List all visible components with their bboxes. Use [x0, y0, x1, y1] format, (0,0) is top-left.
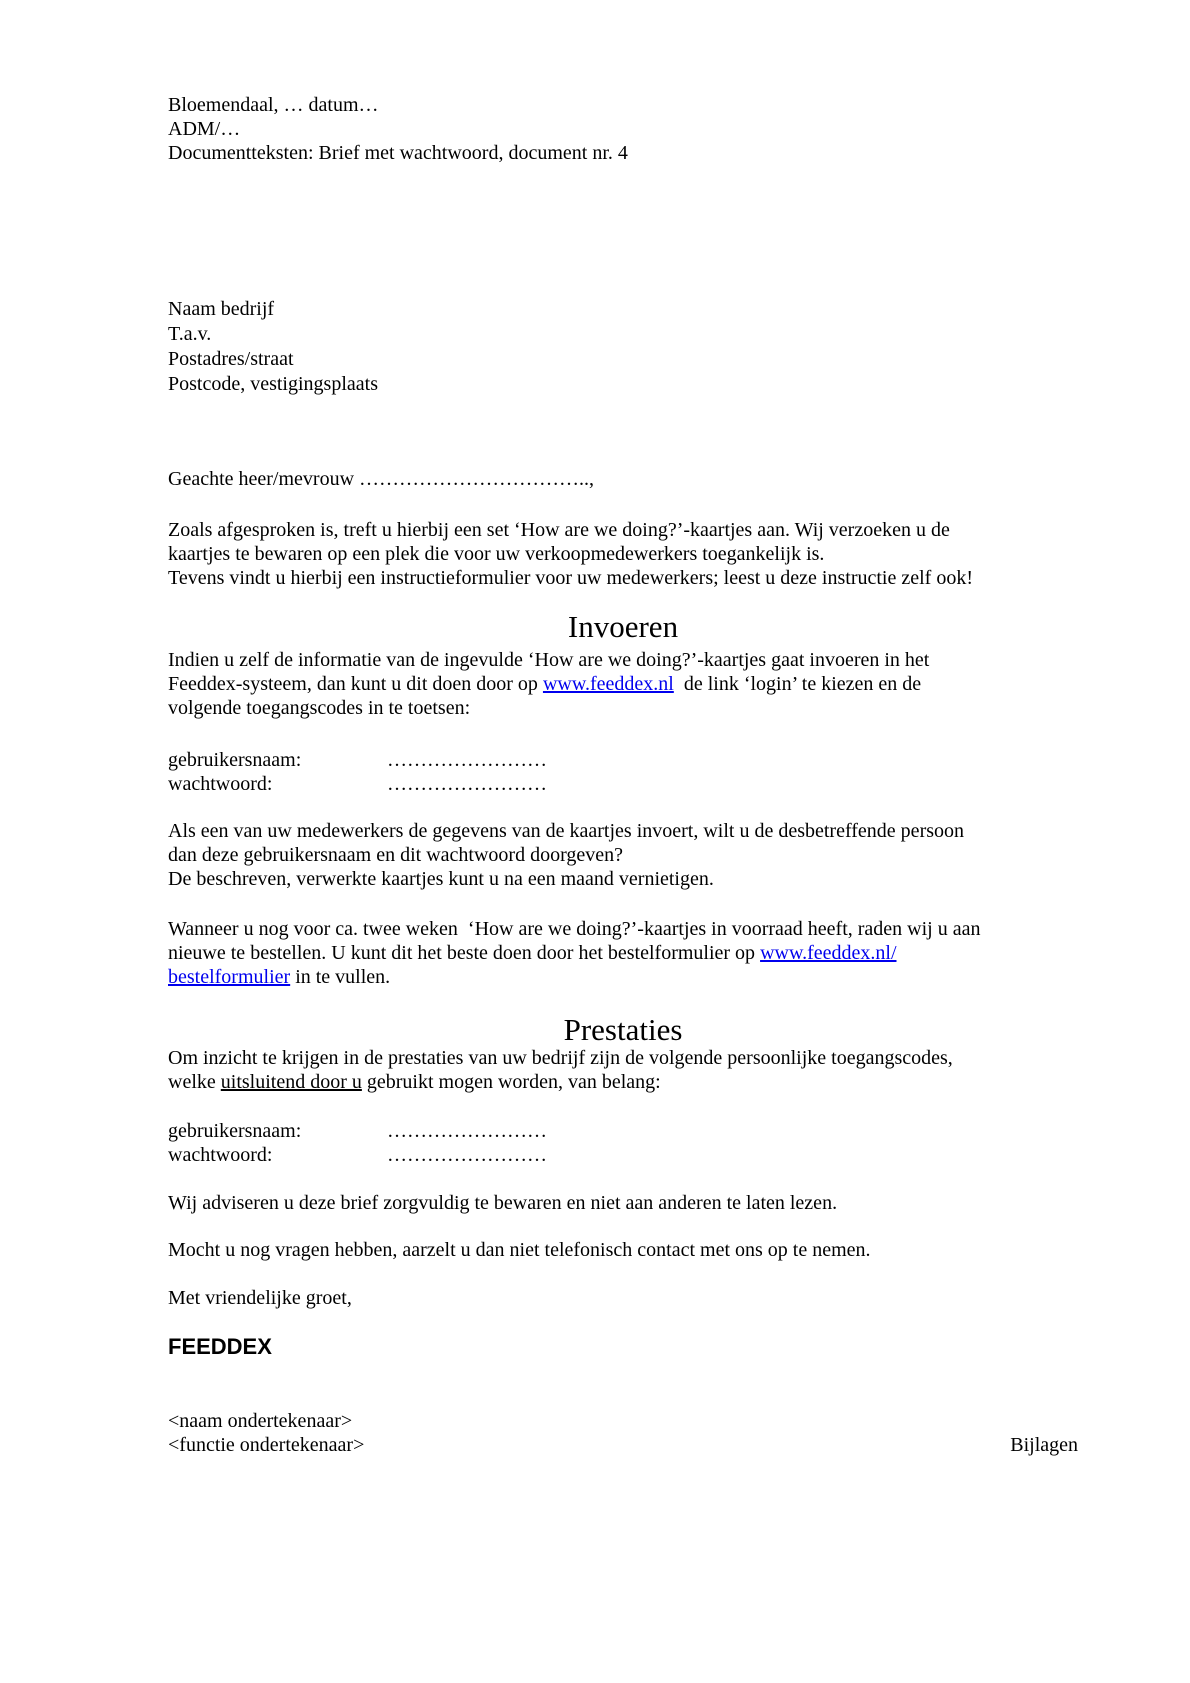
feeddex-login-link[interactable]: www.feeddex.nl: [542, 673, 674, 695]
reorder-line: [168, 965, 1078, 989]
intro-line: kaartjes te bewaren op een plek die voor uw verkoopmedewerkers toegankelijk is.: [168, 543, 825, 565]
password-row: [168, 772, 1078, 796]
prestaties-heading-block: [168, 1010, 1078, 1050]
contact-paragraph: [168, 1238, 1078, 1262]
section-heading-invoeren: Invoeren: [567, 609, 679, 644]
prestaties-paragraph: [168, 1046, 1078, 1094]
reorder-line2-text: nieuwe te bestellen. U kunt dit het beste doen door het bestelformulier op: [168, 942, 761, 964]
username-row: [168, 748, 1078, 772]
header-place-date: Bloemendaal, … datum…: [168, 94, 379, 116]
password-label: wachtwoord:: [168, 773, 273, 795]
prestaties-line: [168, 1070, 1078, 1094]
header-document-title: Documentteksten: Brief met wachtwoord, document nr. 4: [168, 142, 628, 164]
recipient-street: Postadres/straat: [168, 348, 294, 370]
username-label: gebruikersnaam:: [168, 749, 302, 771]
signer-role-placeholder: <functie ondertekenaar>: [168, 1434, 365, 1456]
invoeren-line2-text-after: de link ‘login’ te kiezen en de: [673, 673, 922, 695]
prestaties-underlined-phrase: uitsluitend door u: [220, 1071, 362, 1093]
invoeren-line: [168, 672, 1078, 696]
signer-name-placeholder: <naam ondertekenaar>: [168, 1410, 353, 1432]
feeddex-orderform-link-continued[interactable]: bestelformulier: [168, 966, 291, 988]
username-label: gebruikersnaam:: [168, 1120, 302, 1142]
intro-line: Tevens vindt u hierbij een instructieformulier voor uw medewerkers; leest u deze instructie zelf ook!: [168, 567, 973, 589]
advice-paragraph: [168, 1191, 1078, 1215]
recipient-attention: T.a.v.: [168, 323, 212, 345]
reorder-line: Wanneer u nog voor ca. twee weken ‘How are we doing?’-kaartjes in voorraad heeft, raden wij u aan: [168, 918, 981, 940]
recipient-city: Postcode, vestigingsplaats: [168, 373, 378, 395]
invoeren-line: volgende toegangscodes in te toetsen:: [168, 697, 471, 719]
reorder-paragraph: [168, 917, 1078, 989]
closing-line: Met vriendelijke groet,: [168, 1287, 352, 1309]
staff-note-line: dan deze gebruikersnaam en dit wachtwoord doorgeven?: [168, 844, 624, 866]
password-fill-in: ……………………: [387, 1144, 547, 1166]
username-row: [168, 1119, 1078, 1143]
intro-line: Zoals afgesproken is, treft u hierbij een set ‘How are we doing?’-kaartjes aan. Wij verzoeken u de: [168, 519, 950, 541]
intro-paragraph: [168, 518, 1078, 590]
password-label: wachtwoord:: [168, 1144, 273, 1166]
invoeren-line2-text: Feeddex-systeem, dan kunt u dit doen door op: [168, 673, 543, 695]
signer-role-row: [168, 1433, 1078, 1457]
staff-note-line: Als een van uw medewerkers de gegevens van de kaartjes invoert, wilt u de desbetreffende persoon: [168, 820, 965, 842]
credentials-personal: [168, 1119, 1078, 1167]
letter-header: [168, 93, 1078, 165]
credentials-shared: [168, 748, 1078, 796]
prestaties-line2-text-after: gebruikt mogen worden, van belang:: [361, 1071, 661, 1093]
header-reference: ADM/…: [168, 118, 241, 140]
invoeren-heading-block: [168, 607, 1078, 647]
invoeren-line: Indien u zelf de informatie van de ingevulde ‘How are we doing?’-kaartjes gaat invoeren in het: [168, 649, 930, 671]
contact-line: Mocht u nog vragen hebben, aarzelt u dan niet telefonisch contact met ons op te nemen.: [168, 1239, 871, 1261]
closing-block: [168, 1286, 1078, 1310]
feeddex-orderform-link[interactable]: www.feeddex.nl/: [760, 942, 897, 964]
username-fill-in: ……………………: [387, 1120, 547, 1142]
recipient-address: [168, 297, 1078, 397]
password-fill-in: ……………………: [387, 773, 547, 795]
salutation: Geachte heer/mevrouw ……………………………..,: [168, 468, 595, 490]
advice-line: Wij adviseren u deze brief zorgvuldig te bewaren en niet aan anderen te laten lezen.: [168, 1192, 838, 1214]
salutation-block: [168, 467, 1078, 491]
section-heading-prestaties: Prestaties: [563, 1012, 683, 1047]
signature-block: [168, 1409, 1078, 1457]
company-name: FEEDDEX: [168, 1334, 272, 1359]
username-fill-in: ……………………: [387, 749, 547, 771]
recipient-company: Naam bedrijf: [168, 298, 275, 320]
staff-note-paragraph: [168, 819, 1078, 891]
reorder-line3-text-after: in te vullen.: [290, 966, 391, 988]
prestaties-line2-text: welke: [168, 1071, 221, 1093]
attachments-label: Bijlagen: [1010, 1434, 1078, 1456]
company-block: [168, 1334, 1078, 1360]
staff-note-line: De beschreven, verwerkte kaartjes kunt u na een maand vernietigen.: [168, 868, 714, 890]
reorder-line: [168, 941, 1078, 965]
invoeren-paragraph: [168, 648, 1078, 720]
prestaties-line: Om inzicht te krijgen in de prestaties van uw bedrijf zijn de volgende persoonlijke toegangscodes,: [168, 1047, 953, 1069]
password-row: [168, 1143, 1078, 1167]
